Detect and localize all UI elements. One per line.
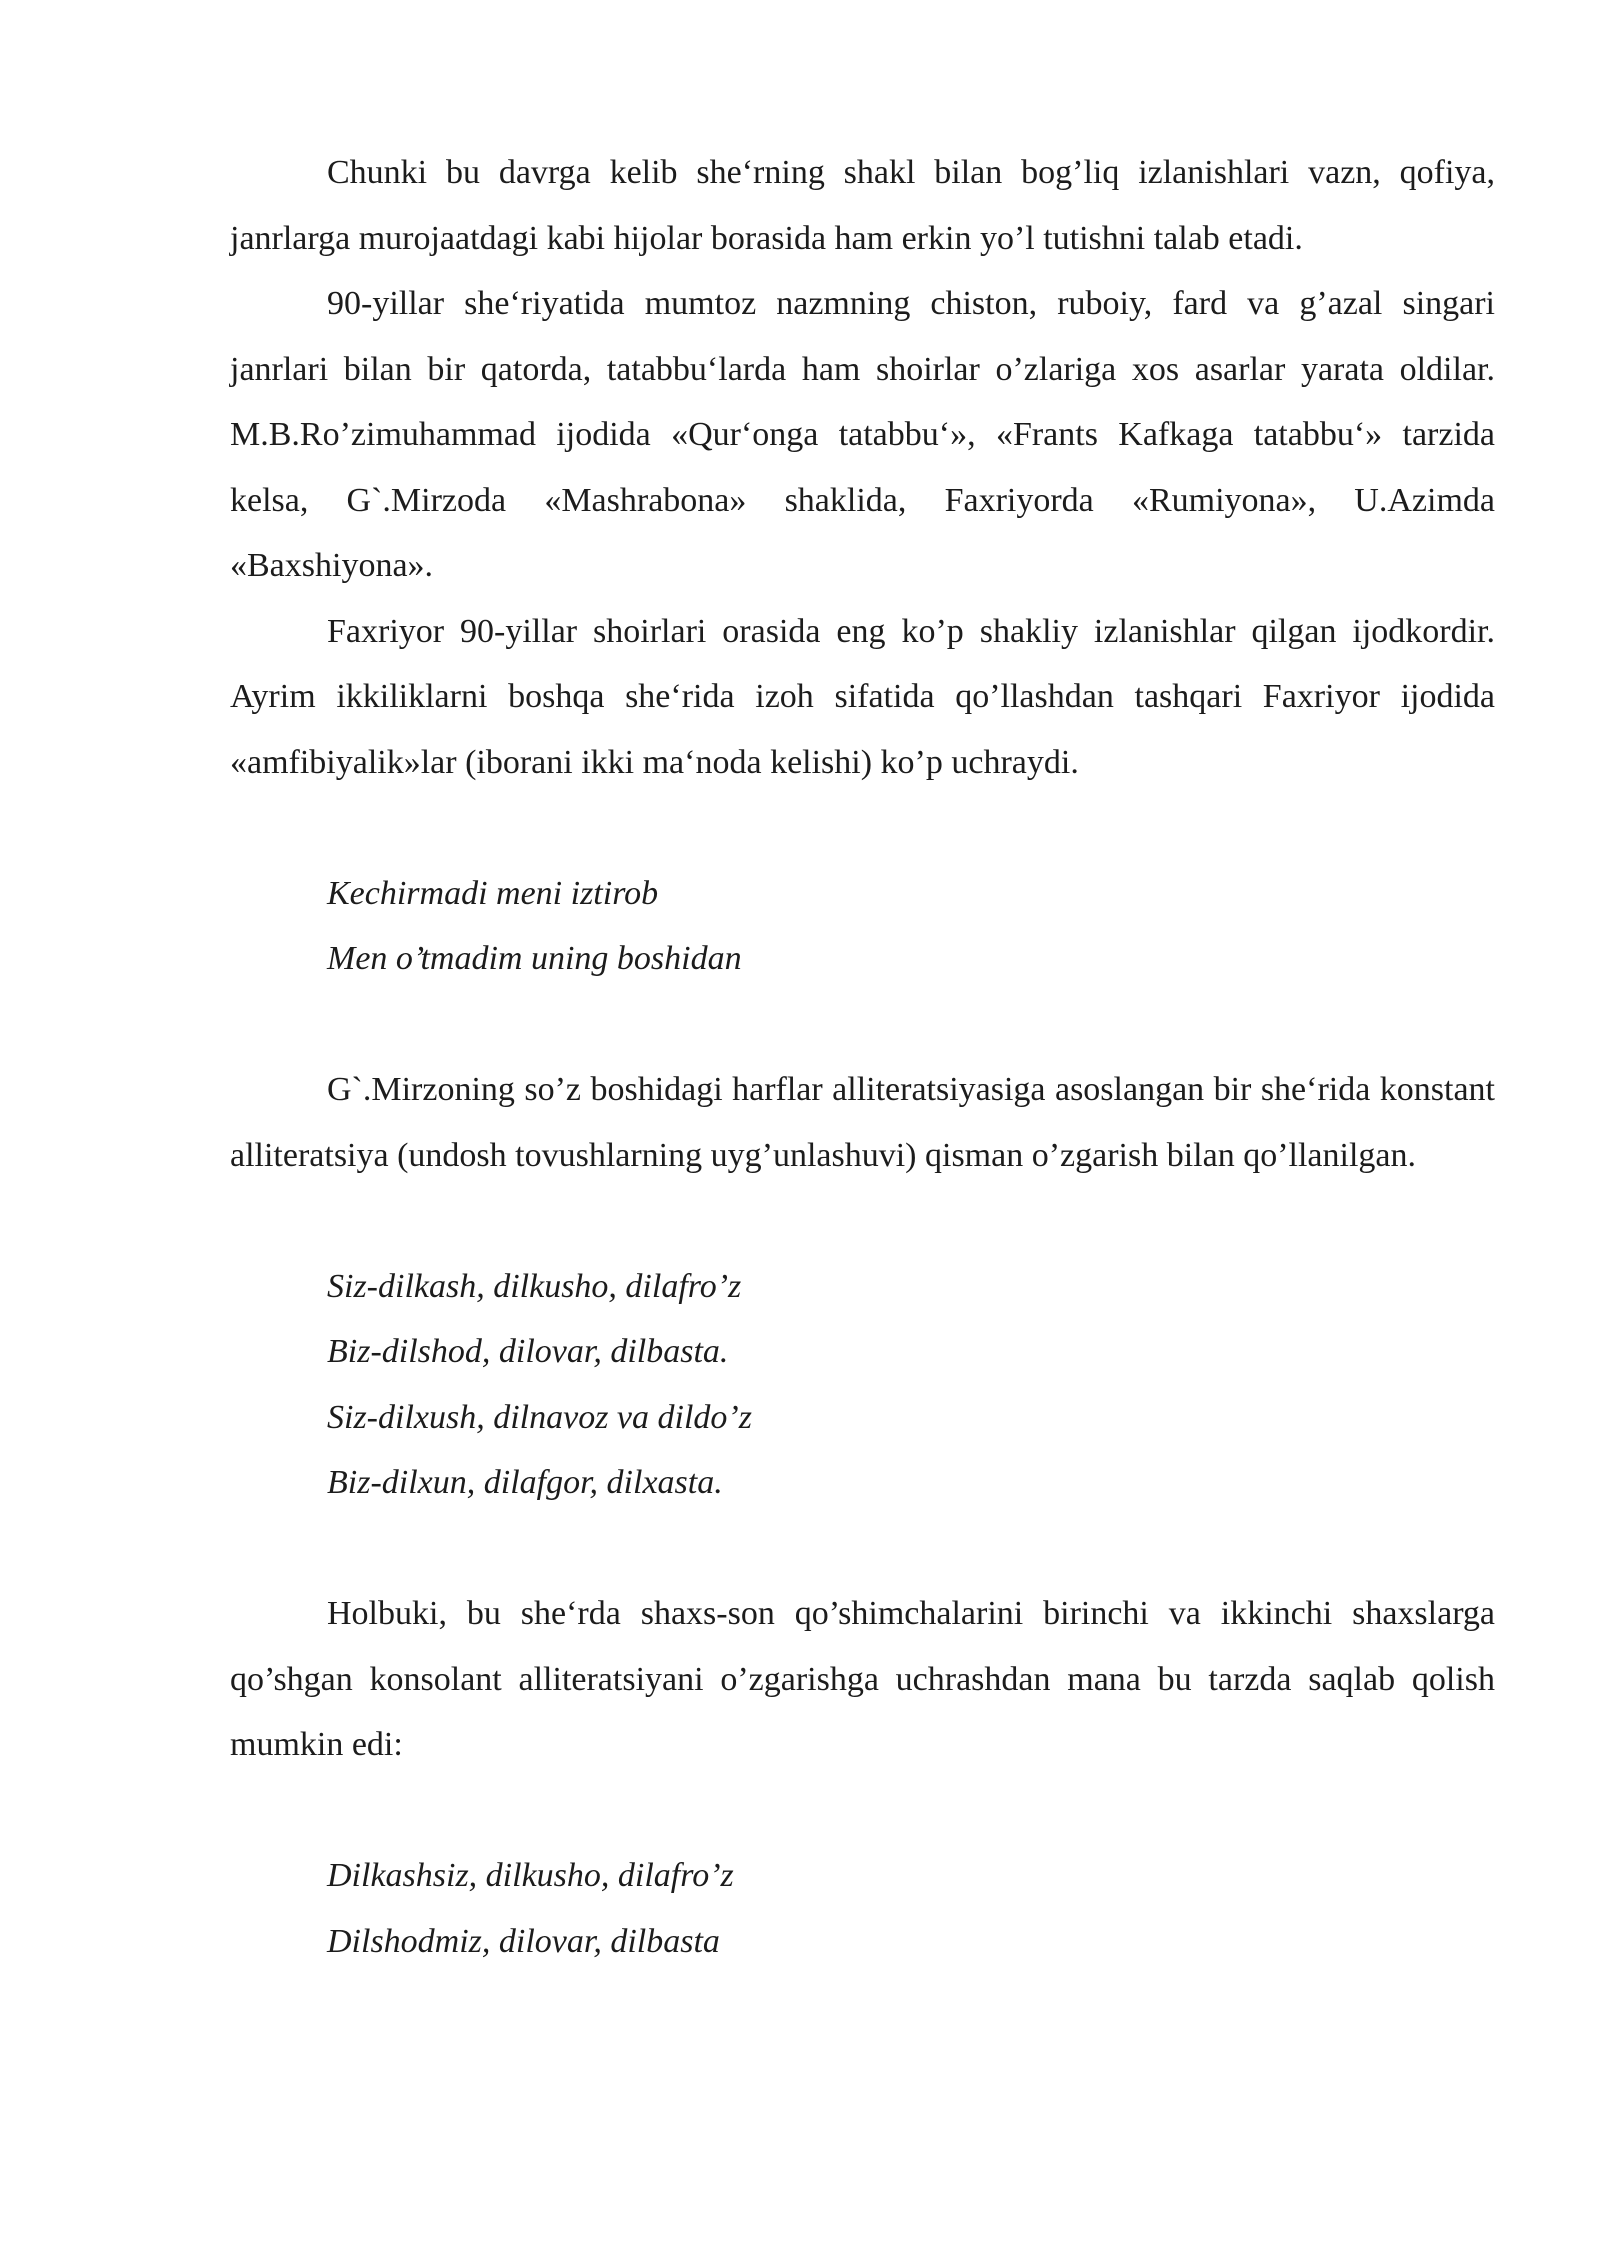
spacer (230, 795, 1495, 861)
paragraph: Chunki bu davrga kelib she‘rning shakl bilan bog’liq izlanishlari vazn, qofiya, janrlarga murojaatdagi kabi hijolar borasida ham erkin yo’l tutishni talab etadi. (230, 154, 1495, 257)
verse-block (230, 1843, 1495, 1974)
verse-line: Biz-dilshod, dilovar, dilbasta. (327, 1333, 729, 1370)
spacer (230, 1188, 1495, 1254)
paragraph: 90-yillar she‘riyatida mumtoz nazmning chiston, ruboiy, fard va g’azal singari janrlari bilan bir qatorda, tatabbu‘larda ham shoirlar o’zlariga xos asarlar yarata oldilar. M.B.Ro’zimuhammad ijodida «Qur‘onga tatabbu‘», «Frants Kafkaga tatabbu‘» tarzida kelsa, G`.Mirzoda «Mashrabona» shaklida, Faxriyorda «Rumiyona», U.Azimda «Baxshiyona». (230, 285, 1495, 584)
verse-line: Dilkashsiz, dilkusho, dilafro’z (327, 1857, 734, 1894)
verse-block (230, 1254, 1495, 1516)
verse-line: Dilshodmiz, dilovar, dilbasta (327, 1922, 720, 1960)
verse-line: Siz-dilxush, dilnavoz va dildo’z (327, 1398, 752, 1436)
verse-line: Siz-dilkash, dilkusho, dilafro’z (327, 1267, 742, 1305)
verse-line: Men o’tmadim uning boshidan (327, 940, 742, 977)
spacer (230, 992, 1495, 1058)
paragraph: G`.Mirzoning so’z boshidagi harflar alliteratsiyasiga asoslangan bir she‘rida konstant alliteratsiya (undosh tovushlarning uyg’unlashuvi) qisman o’zgarish bilan qo’llanilgan. (230, 1071, 1495, 1174)
paragraph: Holbuki, bu she‘rda shaxs-son qo’shimchalarini birinchi va ikkinchi shaxslarga qo’shgan konsolant alliteratsiyani o’zgarishga uchrashdan mana bu tarzda saqlab qolish mumkin edi: (230, 1595, 1495, 1763)
spacer (230, 1778, 1495, 1844)
paragraph: Faxriyor 90-yillar shoirlari orasida eng ko’p shakliy izlanishlar qilgan ijodkordir. Ayrim ikkiliklarni boshqa she‘rida izoh sifatida qo’llashdan tashqari Faxriyor ijodida «amfibiyalik»lar (iborani ikki ma‘noda kelishi) ko’p uchraydi. (230, 612, 1495, 781)
verse-line: Biz-dilxun, dilafgor, dilxasta. (327, 1464, 723, 1501)
verse-line: Kechirmadi meni iztirob (327, 874, 659, 912)
spacer (230, 1516, 1495, 1582)
verse-block (230, 861, 1495, 992)
document-page (230, 140, 1495, 1974)
